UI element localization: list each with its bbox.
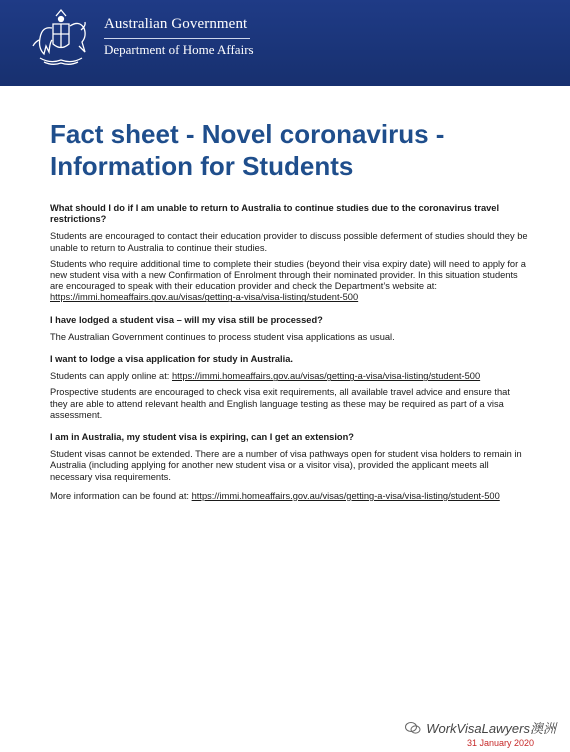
student-visa-link[interactable]: https://immi.homeaffairs.gov.au/visas/getting-a-visa/visa-listing/student-500 — [50, 292, 359, 303]
government-name: Australian Government — [104, 16, 248, 32]
department-name: Department of Home Affairs — [104, 42, 254, 57]
fact-sheet-body — [50, 203, 528, 507]
header-banner — [0, 0, 570, 86]
student-visa-link[interactable]: https://immi.homeaffairs.gov.au/visas/getting-a-visa/visa-listing/student-500 — [171, 371, 481, 382]
watermark — [405, 718, 556, 737]
paragraph-text: More information can be found at: — [50, 490, 192, 501]
paragraph: Prospective students are encouraged to check visa exit requirements, all available travel advice and ensure that they are able to attend relevant health and English language testing as these may be required as part of a visa assessment. — [50, 387, 510, 420]
question-heading: I want to lodge a visa application for study in Australia. — [50, 354, 293, 365]
coat-of-arms-icon — [26, 6, 96, 72]
question-heading: I have lodged a student visa – will my visa still be processed? — [50, 314, 323, 325]
question-heading: What should I do if I am unable to return to Australia to continue studies due to the coronavirus travel restrictions? — [50, 203, 500, 225]
question-heading: I am in Australia, my student visa is expiring, can I get an extension? — [50, 432, 354, 443]
wechat-icon — [405, 721, 421, 735]
watermark-text: WorkVisaLawyers澳洲 — [426, 721, 556, 736]
section-visa-extension — [50, 432, 528, 502]
paragraph — [50, 371, 528, 382]
header-divider — [104, 38, 250, 39]
paragraph: Students are encouraged to contact their education provider to discuss possible deferment of studies should they be unable to return to Australia to continue their studies. — [50, 231, 528, 253]
page-title: Fact sheet - Novel coronavirus - Information for Students — [50, 119, 445, 181]
paragraph — [50, 491, 528, 502]
student-visa-link[interactable]: https://immi.homeaffairs.gov.au/visas/getting-a-visa/visa-listing/student-500 — [191, 490, 500, 501]
paragraph: The Australian Government continues to process student visa applications as usual. — [50, 331, 395, 342]
paragraph — [50, 259, 528, 304]
section-lodge-application — [50, 354, 528, 421]
section-visa-processing — [50, 315, 528, 343]
paragraph-text: Students who require additional time to complete their studies (beyond their visa expiry date) will need to apply for a new student visa with a new Confirmation of Enrolment through their nominated provider. In this situation students are encouraged to speak with their education provider and check the Department’s website at: — [50, 258, 526, 292]
document-date: 31 January 2020 — [466, 738, 534, 748]
section-return-to-australia — [50, 203, 528, 304]
paragraph: Student visas cannot be extended. There are a number of visa pathways open for student visa holders to remain in Australia (including applying for another new student visa or a visitor visa), provided the applicant meets all necessary visa requirements. — [50, 449, 522, 482]
paragraph-text: Students can apply online at: — [50, 371, 172, 382]
